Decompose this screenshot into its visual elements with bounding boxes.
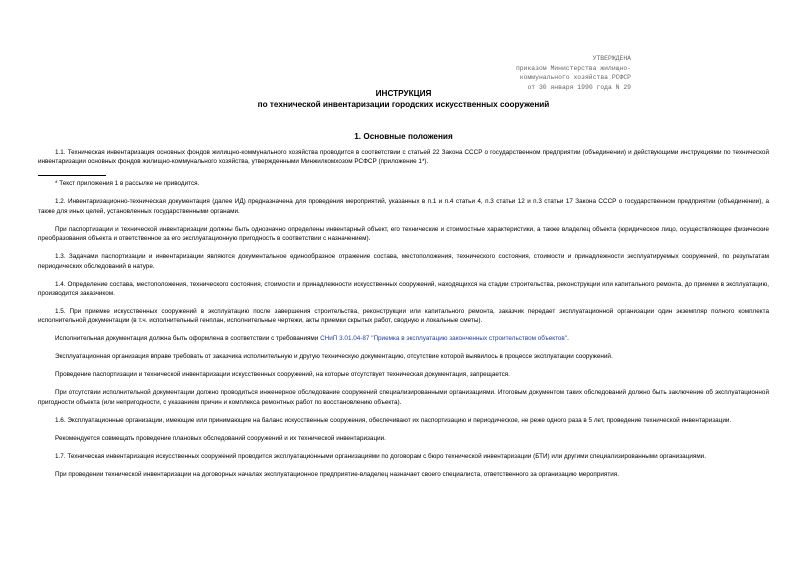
paragraph-text: . [567,335,569,343]
section-heading: 1. Основные положения [354,132,453,141]
document-body [38,148,769,479]
paragraph-1-1: 1.1. Техническая инвентаризация основных фондов жилищно-коммунального хозяйства проводится в соответствии с статьей 22 Закона СССР о государственном предприятии (объединении) и действующими инструкциями по технической инвентаризации основных фондов жилищно-коммунального хозяйства, утвержденными Минжилкомхозом РСФСР (приложение 1*). [38,149,769,166]
paragraph: При проведении технической инвентаризации на договорных началах эксплуатационное предприятие-владелец назначает своего специалиста, ответственного за организацию мероприятия. [55,470,619,478]
paragraph-1-7: 1.7. Техническая инвентаризация искусственных сооружений проводится эксплуатационными организациями по договорам с бюро технической инвентаризации (БТИ) или другими специализированными организациями. [55,452,706,460]
paragraph-1-2: 1.2. Инвентаризационно-техническая документация (далее ИД) предназначена для проведения мероприятий, указанных в п.1 и п.4 статьи 4, п.3 статьи 12 и п.3 статьи 17 Закона СССР о государственном предприятии (объединении), а также для иных целей, установленных государственными органами. [38,198,769,215]
paragraph [38,334,769,343]
title-line-1: ИНСТРУКЦИЯ [375,89,432,98]
paragraph: Эксплуатационная организация вправе требовать от заказчика исполнительную и другую техническую документацию, отсутствие которой выявилось в процессе эксплуатации сооружений. [55,353,613,361]
approval-line: приказом Министерства жилищно- [515,64,631,72]
approval-line: коммунального хозяйства РСФСР [519,74,631,82]
title-line-2: по технической инвентаризации городских искусственных сооружений [257,99,550,109]
footnote-divider [38,175,106,176]
footnote: * Текст приложения 1 в рассылке не приводится. [55,180,200,188]
paragraph-1-5: 1.5. При приемке искусственных сооружений в эксплуатацию после завершения строительства, реконструкции или капитального ремонта, заказчик передает эксплуатационной организации один экземпляр полного комплекта исполнительной документации (в т.ч. исполнительный генплан, исполнительные чертежи, акты приемки скрытых работ, сводную и локальные сметы). [38,308,769,325]
paragraph-1-3: 1.3. Задачами паспортизации и инвентаризации являются документальное единообразное отражение состава, местоположения, технического состояния, стоимости и принадлежности эксплуатируемых сооружений, по результатам периодических обследований в натуре. [38,253,769,270]
paragraph-1-6: 1.6. Эксплуатационные организации, имеющие или принимающие на баланс искусственные сооружения, обеспечивают их паспортизацию и периодическое, не реже одного раза в 5 лет, проведение технической инвентаризации. [55,416,732,424]
paragraph: При отсутствии исполнительной документации должно проводиться инженерное обследование сооружений специализированными организациями. Итоговым документом таких обследований должно быть заключение об эксплуатационной пригодности объекта (или непригодности, с указанием причин и комплекса ремонтных работ по восстановлению объекта). [38,389,769,406]
paragraph: Рекомендуется совмещать проведение плановых обследований сооружений и их технической инвентаризации. [55,434,386,442]
paragraph: Проведение паспортизации и технической инвентаризации искусственных сооружений, на которые отсутствует техническая документация, запрещается. [55,371,510,379]
approval-line: от 30 января 1990 года N 29 [527,83,631,91]
snip-reference-link[interactable]: СНиП 3.01.04-87 "Приемка в эксплуатацию законченных строительством объектов" [320,335,568,343]
paragraph-text: Исполнительная документация должна быть оформлена в соответствии с требованиями [55,335,321,343]
approval-line: УТВЕРЖДЕНА [592,55,631,62]
paragraph-1-4: 1.4. Определение состава, местоположения, технического состояния, стоимости и принадлежности искусственных сооружений, находящихся на стадии строительства, реконструкции или капитального ремонта, до приемки в эксплуатацию, производится заказчиком. [38,280,769,298]
approval-stamp [516,54,631,92]
paragraph: При паспортизации и технической инвентаризации должны быть однозначно определены инвентарный объект, его технические и стоимостные характеристики, а также владелец объекта (юридическое лицо, осуществляющее физические преобразования объекта и ответственное за его эксплуатационную пригодность в соответствии с назначением). [38,225,769,243]
document-title [0,89,807,110]
